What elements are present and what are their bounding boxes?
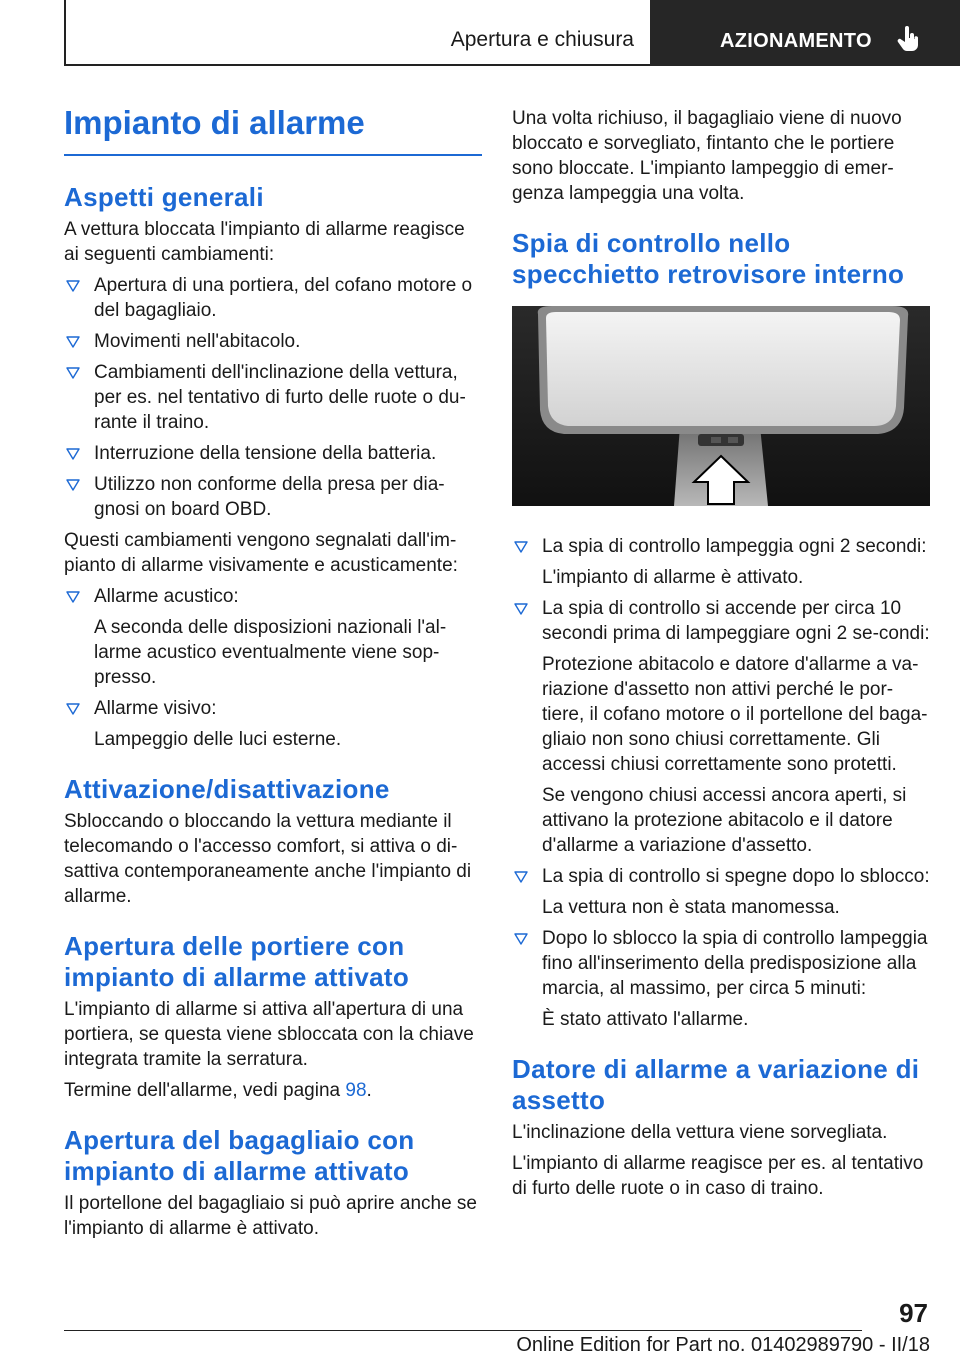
trunk-continued-paragraph: Una volta richiuso, il bagagliaio viene di nuovo bloccato e sorvegliato, fintanto che le portiere sono bloccate. L'impianto lampeggio di emer-genza lampeggia una volta.: [512, 108, 902, 204]
triangle-bullet-icon: [514, 541, 528, 553]
indicator-states-list: [512, 534, 930, 1032]
header-chapter-tab: [650, 0, 960, 66]
list-item: [64, 273, 482, 323]
triangle-bullet-icon: [514, 871, 528, 883]
triangle-bullet-icon: [514, 603, 528, 615]
header-left-rule: [64, 0, 66, 66]
page-98-link[interactable]: 98: [345, 1080, 367, 1101]
list-item: [64, 472, 482, 522]
list-item: [64, 696, 482, 752]
triangle-bullet-icon: [66, 703, 80, 715]
signal-paragraph: Questi cambiamenti vengono segnalati dall'im-pianto di allarme visivamente e acusticamente:: [64, 530, 458, 576]
left-column: [64, 100, 482, 1241]
triangle-bullet-icon: [66, 280, 80, 292]
header-section-title: Apertura e chiusura: [450, 28, 634, 51]
list-item: [64, 329, 482, 354]
heading-apertura-bagagliaio: Apertura del bagagliaio con impianto di allarme attivato: [64, 1125, 415, 1186]
activation-paragraph: Sbloccando o bloccando la vettura mediante il telecomando o l'accesso comfort, si attiva o di-sattiva contemporaneamente anche l'impianto di allarme.: [64, 811, 472, 907]
list-item-text: Cambiamenti dell'inclinazione della vettura, per es. nel tentativo di furto delle ruote o du-rante il traino.: [94, 362, 466, 433]
list-item-label: La spia di controllo si spegne dopo lo sblocco:: [542, 866, 930, 887]
list-item-text: Interruzione della tensione della batteria.: [94, 443, 437, 464]
triangle-bullet-icon: [66, 591, 80, 603]
list-item-label: Dopo lo sblocco la spia di controllo lampeggia fino all'inserimento della predisposizione alla marcia, al massimo, per circa 5 minuti:: [542, 928, 928, 999]
list-item-text: Apertura di una portiera, del cofano motore o del bagagliaio.: [94, 275, 473, 321]
list-item-description: A seconda delle disposizioni nazionali l'al-larme acustico eventualmente viene sop-presso.: [94, 617, 447, 688]
list-item-label: La spia di controllo lampeggia ogni 2 secondi:: [542, 536, 927, 557]
list-item-label: Allarme visivo:: [94, 698, 217, 719]
list-item: [512, 596, 930, 858]
list-item: [512, 926, 930, 1032]
doors-paragraph: L'impianto di allarme si attiva all'apertura di una portiera, se questa viene sbloccata con la chiave integrata tramite la serratura.: [64, 999, 474, 1070]
rearview-mirror-illustration: [512, 306, 930, 506]
triangle-bullet-icon: [514, 933, 528, 945]
triangle-bullet-icon: [66, 367, 80, 379]
heading-aspetti-generali: Aspetti generali: [64, 182, 264, 212]
list-item: [64, 360, 482, 435]
reference-end: .: [366, 1080, 372, 1101]
intro-paragraph: A vettura bloccata l'impianto di allarme reagisce ai seguenti cambiamenti:: [64, 219, 465, 265]
right-column: [512, 100, 930, 1201]
footer-edition-text: Online Edition for Part no. 01402989790 - II/18: [516, 1334, 930, 1356]
reference-text: Termine dell'allarme, vedi pagina: [64, 1080, 346, 1101]
footer-rule: [64, 1330, 862, 1331]
page-number: 97: [899, 1298, 928, 1328]
heading-attivazione: Attivazione/disattivazione: [64, 774, 390, 804]
triangle-bullet-icon: [66, 448, 80, 460]
triangle-bullet-icon: [66, 479, 80, 491]
rearview-mirror-image: [512, 306, 930, 506]
tilt-paragraph-1: L'inclinazione della vettura viene sorvegliata.: [512, 1122, 888, 1143]
list-item: [512, 864, 930, 920]
list-item-label: Allarme acustico:: [94, 586, 239, 607]
list-item: [64, 441, 482, 466]
header-chapter-title: AZIONAMENTO: [720, 30, 872, 52]
list-item-description: La vettura non è stata manomessa.: [542, 897, 840, 918]
list-item-description: Lampeggio delle luci esterne.: [94, 729, 342, 750]
list-item-description: L'impianto di allarme è attivato.: [542, 567, 804, 588]
list-item-text: Utilizzo non conforme della presa per dia-gnosi on board OBD.: [94, 474, 445, 520]
alarm-types-list: [64, 584, 482, 752]
list-item-text: Movimenti nell'abitacolo.: [94, 331, 301, 352]
list-item-label: La spia di controllo si accende per circa 10 secondi prima di lampeggiare ogni 2 se-condi:: [542, 598, 930, 644]
list-item: [64, 584, 482, 690]
pointing-hand-icon: [896, 26, 920, 52]
alarm-end-reference: [64, 1078, 482, 1103]
list-item: [512, 534, 930, 590]
tilt-paragraph-2: L'impianto di allarme reagisce per es. al tentativo di furto delle ruote o in caso di traino.: [512, 1153, 924, 1199]
page-title: Impianto di allarme: [64, 100, 482, 156]
heading-datore-allarme: Datore di allarme a variazione di assetto: [512, 1054, 920, 1115]
triangle-bullet-icon: [66, 336, 80, 348]
list-item-description: È stato attivato l'allarme.: [542, 1009, 749, 1030]
trunk-paragraph: Il portellone del bagagliaio si può aprire anche se l'impianto di allarme è attivato.: [64, 1193, 477, 1239]
list-item-description: Se vengono chiusi accessi ancora aperti, si attivano la protezione abitacolo e il datore d'allarme a variazione d'assetto.: [542, 785, 907, 856]
changes-list: [64, 273, 482, 522]
heading-spia-controllo: Spia di controllo nello specchietto retrovisore interno: [512, 228, 905, 289]
list-item-description: Protezione abitacolo e datore d'allarme a va-riazione d'assetto non attivi perché le por-tiere, il cofano motore o il portellone del baga-gliaio non sono chiusi correttamente. Gli accessi chiusi correttamente sono protetti.: [542, 654, 928, 775]
heading-apertura-portiere: Apertura delle portiere con impianto di allarme attivato: [64, 931, 410, 992]
